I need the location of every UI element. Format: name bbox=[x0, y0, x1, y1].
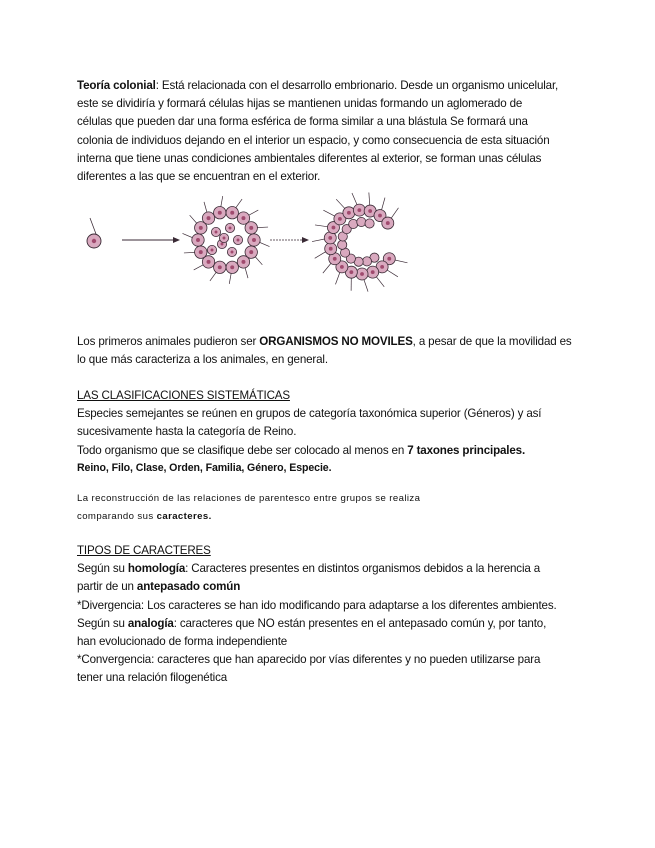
classifications-line-3 bbox=[77, 442, 582, 460]
animals-pre: Los primeros animales pudieron ser bbox=[77, 335, 260, 348]
reconstruction-l2-pre: comparando sus bbox=[77, 511, 157, 522]
reconstruction-line-1: La reconstrucción de las relaciones de parentesco entre grupos se realiza bbox=[77, 493, 421, 504]
analogy-line-1 bbox=[77, 615, 587, 633]
characters-section bbox=[77, 542, 587, 688]
convergence-line-1: *Convergencia: caracteres que han aparecido por vías diferentes y no pueden utilizarse para bbox=[77, 653, 541, 667]
homology-pre: Según su bbox=[77, 562, 128, 576]
convergence-line-2: tener una relación filogenética bbox=[77, 671, 228, 685]
reconstruction-l2-bold: caracteres. bbox=[156, 511, 212, 522]
analogy-bold: analogía bbox=[127, 616, 174, 630]
animals-line-2: lo que más caracteriza a los animales, en general. bbox=[77, 353, 328, 367]
characters-heading: TIPOS DE CARACTERES bbox=[77, 544, 211, 557]
homology-post: : Caracteres presentes en distintos organismos debidos a la herencia a bbox=[185, 562, 541, 576]
colonial-line-4: colonia de individuos dejando en el interior un espacio, y como consecuencia de esta situación bbox=[77, 133, 550, 147]
analogy-pre: Según su bbox=[77, 616, 128, 630]
divergence-line: *Divergencia: Los caracteres se han ido modificando para adaptarse a los diferentes ambientes. bbox=[77, 598, 557, 612]
classifications-heading: LAS CLASIFICACIONES SISTEMÁTICAS bbox=[77, 389, 290, 402]
single-cell-icon bbox=[87, 218, 101, 248]
analogy-line-2: han evolucionado de forma independiente bbox=[77, 635, 288, 649]
colonial-theory-paragraph bbox=[77, 77, 582, 186]
invaginated-colony-icon bbox=[312, 192, 407, 291]
animals-bold: ORGANISMOS NO MOVILES bbox=[259, 335, 413, 348]
analogy-post: : caracteres que NO están presentes en el antepasado común y, por tanto, bbox=[173, 616, 547, 630]
classifications-line-2: sucesivamente hasta la categoría de Reino. bbox=[77, 425, 297, 439]
animals-post: , a pesar de que la movilidad es bbox=[412, 335, 572, 348]
homology-bold: homología bbox=[127, 562, 186, 576]
homology-line-2 bbox=[77, 578, 587, 596]
animals-line-1 bbox=[77, 333, 582, 351]
colonial-term: Teoría colonial bbox=[77, 79, 156, 92]
reconstruction-line-2 bbox=[77, 508, 582, 526]
arrow-icon bbox=[122, 237, 180, 243]
arrow-icon bbox=[270, 237, 309, 243]
classifications-section bbox=[77, 387, 582, 476]
taxa-list: Reino, Filo, Clase, Orden, Familia, Género, Especie. bbox=[77, 461, 332, 474]
colonial-line-1 bbox=[77, 77, 582, 95]
colony-formation-figure bbox=[80, 190, 410, 300]
colonial-line-3: células que pueden dar una forma esférica de forma similar a una blástula Se formará una bbox=[77, 115, 528, 129]
sphere-colony-icon bbox=[182, 196, 269, 284]
animals-paragraph bbox=[77, 333, 582, 369]
classifications-l3-pre: Todo organismo que se clasifique debe ser colocado al menos en bbox=[77, 443, 408, 457]
colonial-line-5: interna que tiene unas condiciones ambientales diferentes al exterior, se forman unas células bbox=[77, 151, 542, 165]
classifications-l3-bold: 7 taxones principales. bbox=[407, 443, 526, 457]
classifications-line-1: Especies semejantes se reúnen en grupos de categoría taxonómica superior (Géneros) y así bbox=[77, 407, 542, 421]
homology-line-1 bbox=[77, 560, 587, 578]
colonial-line-2: este se dividiría y formará células hijas se mantienen unidas formando un aglomerado de bbox=[77, 97, 523, 111]
reconstruction-paragraph bbox=[77, 490, 582, 526]
colonial-line-6: diferentes a las que se encuentran en el exterior. bbox=[77, 170, 321, 184]
homology-l2-pre: partir de un bbox=[77, 580, 137, 594]
colonial-intro: : Está relacionada con el desarrollo embrionario. Desde un organismo unicelular, bbox=[155, 79, 559, 92]
homology-l2-bold: antepasado común bbox=[136, 580, 241, 594]
